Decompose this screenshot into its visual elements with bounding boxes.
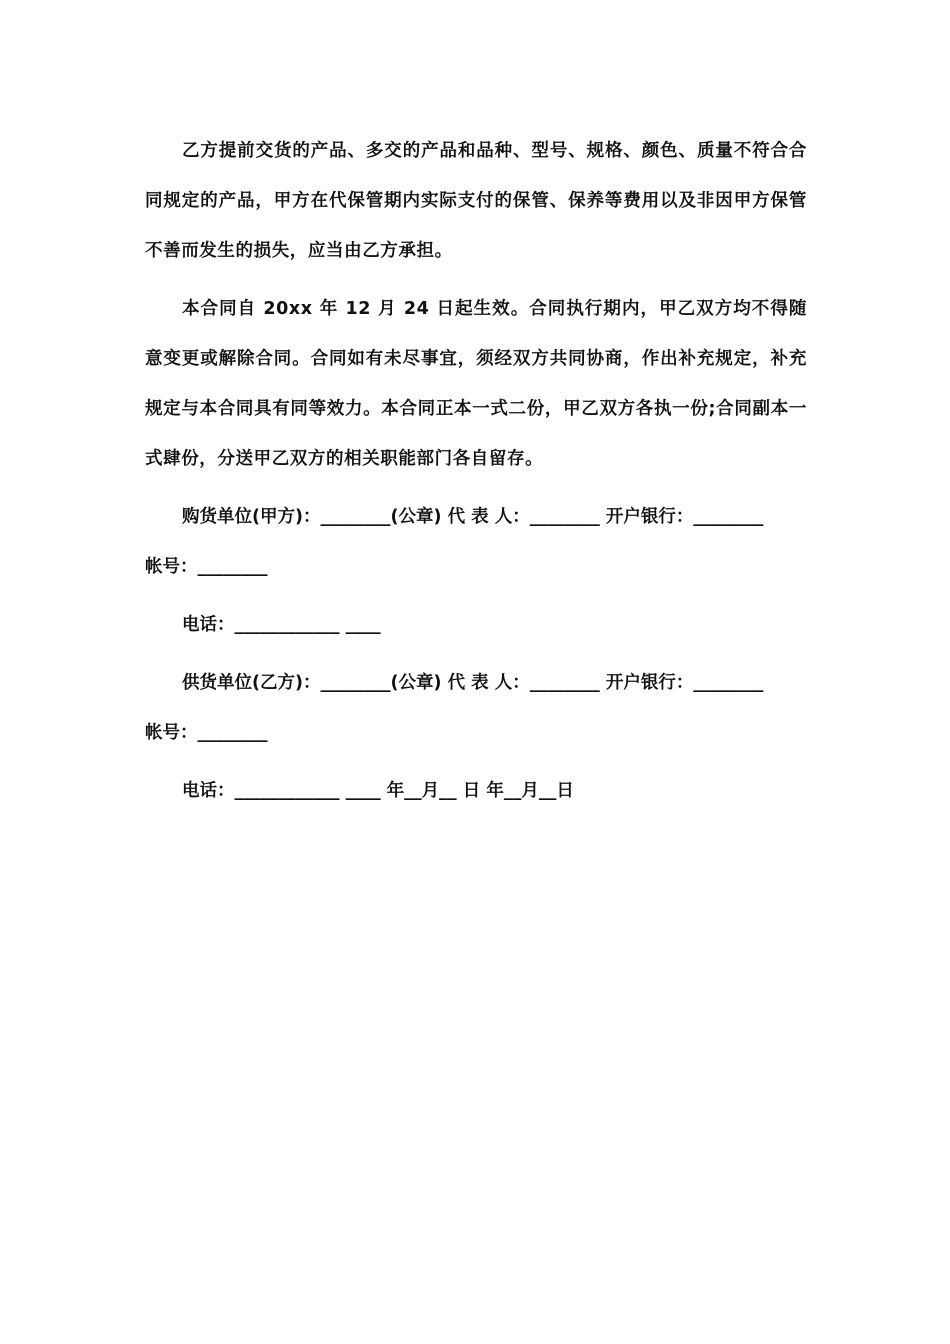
supplier-info-line: 供货单位(乙方)：________(公章) 代 表 人：________ 开户银行：________ — [182, 673, 764, 693]
document-page — [145, 126, 807, 816]
paragraph-delivery-liability: 乙方提前交货的产品、多交的产品和品种、型号、规格、颜色、质量不符合合同规定的产品，甲方在代保管期内实际支付的保管、保养等费用以及非因甲方保管不善而发生的损失，应当由乙方承担。 — [145, 141, 807, 261]
buyer-phone-line: 电话：____________ ____ — [182, 615, 381, 635]
buyer-info-line: 购货单位(甲方)：________(公章) 代 表 人：________ 开户银行：________ — [182, 507, 764, 527]
supplier-section — [145, 658, 807, 816]
supplier-phone-date-line: 电话：____________ ____ 年__月__ 日 年__月__日 — [182, 781, 574, 801]
paragraph-effective-date: 本合同自 20xx 年 12 月 24 日起生效。合同执行期内，甲乙双方均不得随意变更或解除合同。合同如有未尽事宜，须经双方共同协商，作出补充规定，补充规定与本合同具有同等效力。本合同正本一式二份，甲乙双方各执一份;合同副本一式肆份，分送甲乙双方的相关职能部门各自留存。 — [145, 299, 807, 469]
supplier-account-line: 帐号：________ — [145, 723, 268, 743]
buyer-section — [145, 492, 807, 650]
buyer-account-line: 帐号：________ — [145, 557, 268, 577]
